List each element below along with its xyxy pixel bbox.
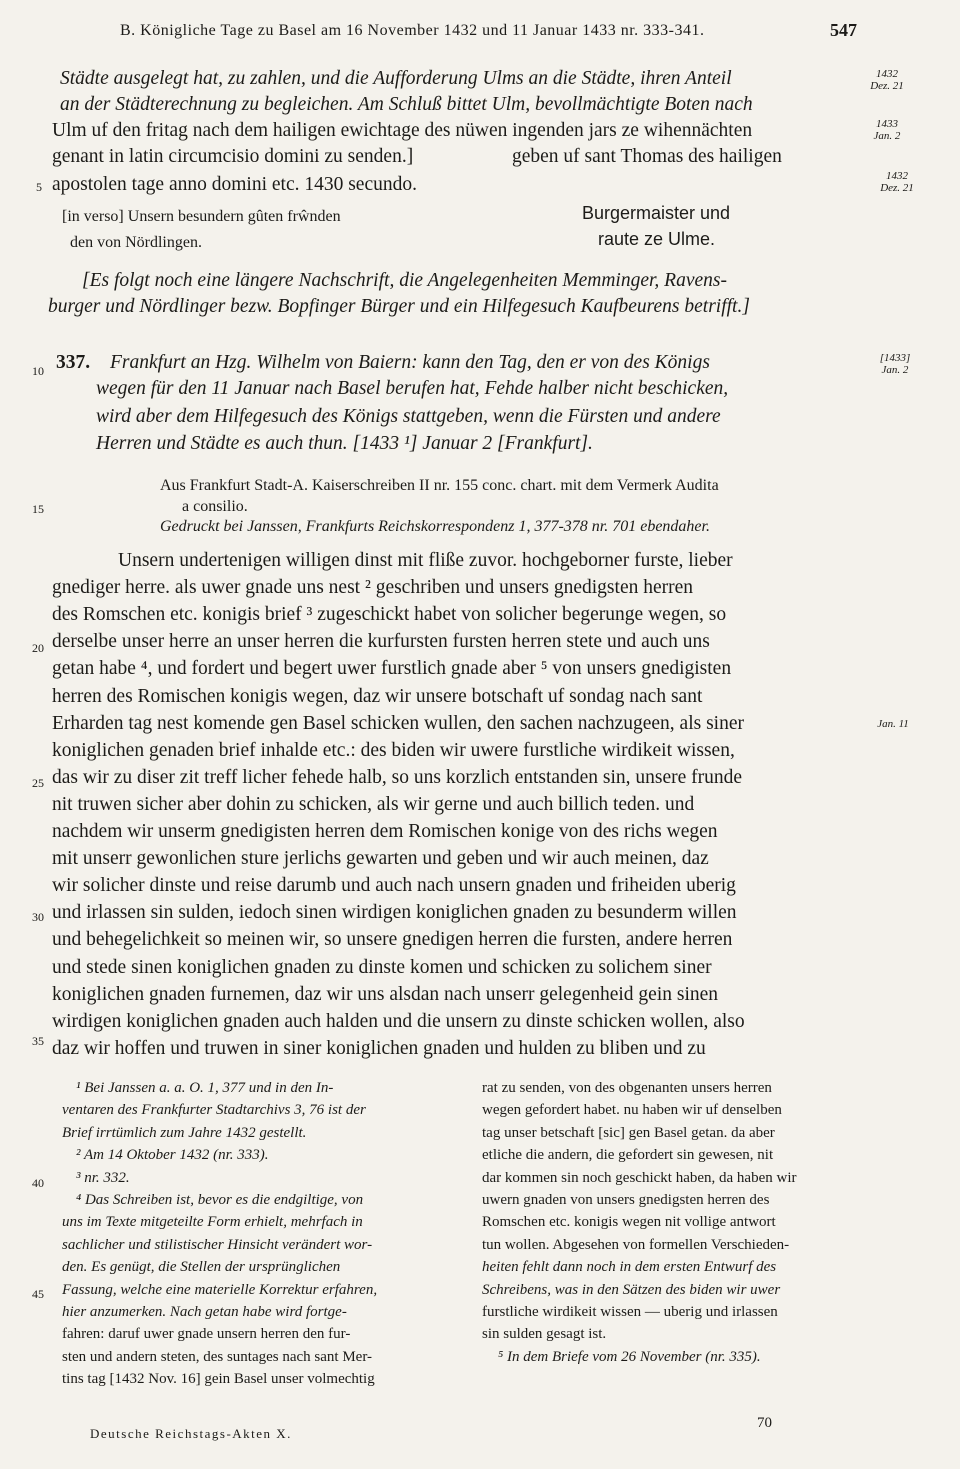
body-line: Erharden tag nest komende gen Basel schicken wullen, den sachen nachzugeen, als siner xyxy=(52,712,744,734)
body-line: koniglichen gnaden furnemen, daz wir uns alsdan nach unserr gelegenheid gein sinen xyxy=(52,983,719,1005)
footnote-line: tag unser betschaft [sic] gen Basel getan. da aber xyxy=(482,1124,775,1141)
footnote-line: tun wollen. Abgesehen von formellen Verschieden- xyxy=(482,1236,790,1253)
footnote-line: Brief irrtümlich zum Jahre 1432 gestellt. xyxy=(62,1124,307,1141)
footnote-line: ventaren des Frankfurter Stadtarchivs 3, 76 ist der xyxy=(62,1102,366,1119)
margin-date-1 xyxy=(862,68,912,92)
footnote-line: hier anzumerken. Nach getan habe wird fortge- xyxy=(62,1304,347,1320)
body-line: wirdigen koniglichen gnaden auch halden und die unsern zu dinste schicken wollen, also xyxy=(52,1010,745,1032)
footnote-line: etliche die andern, die gefordert sin gewesen, nit xyxy=(482,1147,774,1164)
footnote-line: wegen gefordert habet. nu haben wir uf denselben xyxy=(482,1102,782,1119)
source-line-1: Aus Frankfurt Stadt-A. Kaiserschreiben II nr. 155 conc. chart. mit dem Vermerk Audita xyxy=(160,477,719,494)
footnote-line: Fassung, welche eine materielle Korrektur erfahren, xyxy=(62,1281,378,1298)
line-number: 5 xyxy=(36,180,42,194)
body-line: koniglichen genaden brief inhalde etc.: des biden wir uwere furstliche wirdikeit wissen, xyxy=(52,739,735,761)
entry-heading-2: wegen für den 11 Januar nach Basel berufen hat, Fehde halber nicht beschicken, xyxy=(96,378,729,399)
top-line-3: Ulm uf den fritag nach dem hailigen ewichtage des nüwen ingenden jars ze wihennächten xyxy=(52,120,753,141)
body-line: mit unserr gewonlichen sture jerlichs gewarten und geben und wir auch meinen, daz xyxy=(52,848,709,870)
top-line-5: apostolen tage anno domini etc. 1430 secundo. xyxy=(52,174,417,195)
footnote-line: uns im Texte mitgeteilte Form erhielt, mehrfach in xyxy=(62,1214,363,1231)
margin-date-day: Jan. 11 xyxy=(877,718,909,730)
page-number: 547 xyxy=(830,20,857,40)
margin-date-year: 1432 xyxy=(876,68,898,80)
running-header: B. Königliche Tage zu Basel am 16 November 1432 und 11 Januar 1433 nr. 333-341. xyxy=(120,22,705,39)
margin-date-year: 1432 xyxy=(886,170,908,182)
source-line-3: Gedruckt bei Janssen, Frankfurts Reichskorrespondenz 1, 377-378 nr. 701 ebendaher. xyxy=(160,518,710,535)
signature-line-1: Burgermaister und xyxy=(582,203,731,223)
footnote-line: ¹ Bei Janssen a. a. O. 1, 377 und in den In- xyxy=(76,1080,334,1096)
body-line: getan habe ⁴, und fordert und begert uwer furstlich gnade aber ⁵ von unsers gnedigisten xyxy=(52,658,732,680)
body-line: gnediger herre. als uwer gnade uns nest ² geschriben und unsers gnedigsten herren xyxy=(52,577,694,599)
line-number: 10 xyxy=(32,364,44,378)
body-line: derselbe unser herre an unser herren die kurfursten fursten herren stete und auch uns xyxy=(52,631,710,653)
line-number: 45 xyxy=(32,1287,44,1301)
source-line-2: a consilio. xyxy=(182,498,248,515)
postscript-note-2: burger und Nördlinger bezw. Bopfinger Bürger und ein Hilfegesuch Kaufbeurens betrifft.] xyxy=(48,296,750,317)
margin-date-day: Jan. 2 xyxy=(881,364,909,376)
footnote-line: sachlicher und stilistischer Hinsicht verändert wor- xyxy=(62,1236,373,1253)
line-number: 25 xyxy=(32,776,44,790)
body-line: des Romschen etc. konigis brief ³ zugeschickt habet von solicher begerunge wegen, so xyxy=(52,604,727,626)
body-line: und behegelichkeit so meinen wir, so unsere gnedigen herren die fursten, andere herren xyxy=(52,929,733,951)
margin-date-4 xyxy=(870,352,920,376)
margin-date-5 xyxy=(868,718,918,730)
body-line: und stede sinen koniglichen gnaden zu dinste komen und schicken zu solichem siner xyxy=(52,956,712,978)
body-line: und irlassen sin sulden, iedoch sinen wirdigen koniglichen gnaden zu besunderm willen xyxy=(52,902,737,924)
footnote-line: Romschen etc. konigis wegen nit vollige antwort xyxy=(482,1214,776,1231)
footnote-line: ⁵ In dem Briefe vom 26 November (nr. 335). xyxy=(498,1348,761,1365)
address-line-1: [in verso] Unsern besundern gûten frŵnden xyxy=(62,208,341,225)
body-line: herren des Romischen konigis wegen, daz wir unsere botschaft uf sondag nach sant xyxy=(52,685,703,707)
body-line: nachdem wir unserm gnedigisten herren dem Romischen konige von des richs wegen xyxy=(52,821,718,842)
footnote-line: heiten fehlt dann noch in dem ersten Entwurf des xyxy=(482,1259,777,1276)
footnote-line: rat zu senden, von des obgenanten unsers herren xyxy=(482,1080,772,1096)
margin-date-day: Jan. 2 xyxy=(873,130,901,142)
footnote-line: Schreibens, was in den Sätzen des biden wir uwer xyxy=(482,1281,781,1298)
postscript-note-1: [Es folgt noch eine längere Nachschrift, die Angelegenheiten Memminger, Ravens- xyxy=(82,270,727,291)
footnote-line: den. Es genügt, die Stellen der ursprünglichen xyxy=(62,1259,341,1276)
top-line-4: genant in latin circumcisio domini zu senden.] xyxy=(52,146,414,167)
line-number: 40 xyxy=(32,1176,44,1190)
entry-heading-3: wird aber dem Hilfegesuch des Königs stattgeben, wenn die Fürsten und andere xyxy=(96,406,721,427)
entry-heading-1: Frankfurt an Hzg. Wilhelm von Baiern: kann den Tag, den er von des Königs xyxy=(110,352,710,373)
footnote-line: ³ nr. 332. xyxy=(76,1169,130,1186)
margin-date-year: [1433] xyxy=(879,352,911,364)
footnote-line: dar kommen sin noch geschickt haben, da haben wir xyxy=(482,1169,797,1186)
address-line-2: den von Nördlingen. xyxy=(70,234,202,251)
footnote-line: sin sulden gesagt ist. xyxy=(482,1326,607,1343)
top-line-4-right: geben uf sant Thomas des hailigen xyxy=(512,146,782,167)
footnote-line: tins tag [1432 Nov. 16] gein Basel unser volmechtig xyxy=(62,1371,375,1388)
body-line: Unsern undertenigen willigen dinst mit fliße zuvor. hochgeborner furste, lieber xyxy=(118,550,733,571)
line-number: 15 xyxy=(32,502,44,516)
footnote-line: ⁴ Das Schreiben ist, bevor es die endgiltige, von xyxy=(76,1192,364,1208)
margin-date-day: Dez. 21 xyxy=(880,182,914,194)
margin-date-2 xyxy=(862,118,912,142)
footnote-line: sten und andern steten, des suntages nach sant Mer- xyxy=(62,1348,373,1365)
body-line: nit truwen sicher aber dohin zu schicken, als wir gerne und auch billich teden. und xyxy=(52,793,695,815)
footnote-line: ² Am 14 Oktober 1432 (nr. 333). xyxy=(76,1147,269,1164)
footnote-line: furstliche wirdikeit wissen — uberig und irlassen xyxy=(482,1304,778,1320)
line-number: 30 xyxy=(32,910,44,924)
sheet-number: 70 xyxy=(757,1415,772,1431)
body-line: daz wir hoffen und truwen in siner koniglichen gnaden und hulden zu bliben und zu xyxy=(52,1037,706,1059)
top-line-2: an der Städterechnung zu begleichen. Am Schluß bittet Ulm, bevollmächtigte Boten nach xyxy=(60,94,753,115)
top-line-1: Städte ausgelegt hat, zu zahlen, und die Aufforderung Ulms an die Städte, ihren Anteil xyxy=(60,68,732,89)
footnote-line: fahren: daruf uwer gnade unsern herren den fur- xyxy=(62,1326,351,1343)
margin-date-day: Dez. 21 xyxy=(870,80,904,92)
signature-line-2: raute ze Ulme. xyxy=(598,229,716,249)
margin-date-year: 1433 xyxy=(876,118,898,130)
series-signature: Deutsche Reichstags-Akten X. xyxy=(90,1426,292,1441)
line-number: 20 xyxy=(32,641,44,655)
footnote-line: uwern gnaden von unsers gnedigsten herren des xyxy=(482,1192,770,1208)
margin-date-3 xyxy=(872,170,922,194)
line-number: 35 xyxy=(32,1034,44,1048)
entry-heading-4: Herren und Städte es auch thun. [1433 ¹] Januar 2 [Frankfurt]. xyxy=(96,433,593,454)
body-line: das wir zu diser zit treff licher fehede halb, so uns korzlich entstanden sin, unsere frunde xyxy=(52,766,743,788)
entry-number: 337. xyxy=(56,352,91,373)
body-line: wir solicher dinste und reise darumb und auch nach unsern gnaden und friheiden uberig xyxy=(52,875,736,897)
